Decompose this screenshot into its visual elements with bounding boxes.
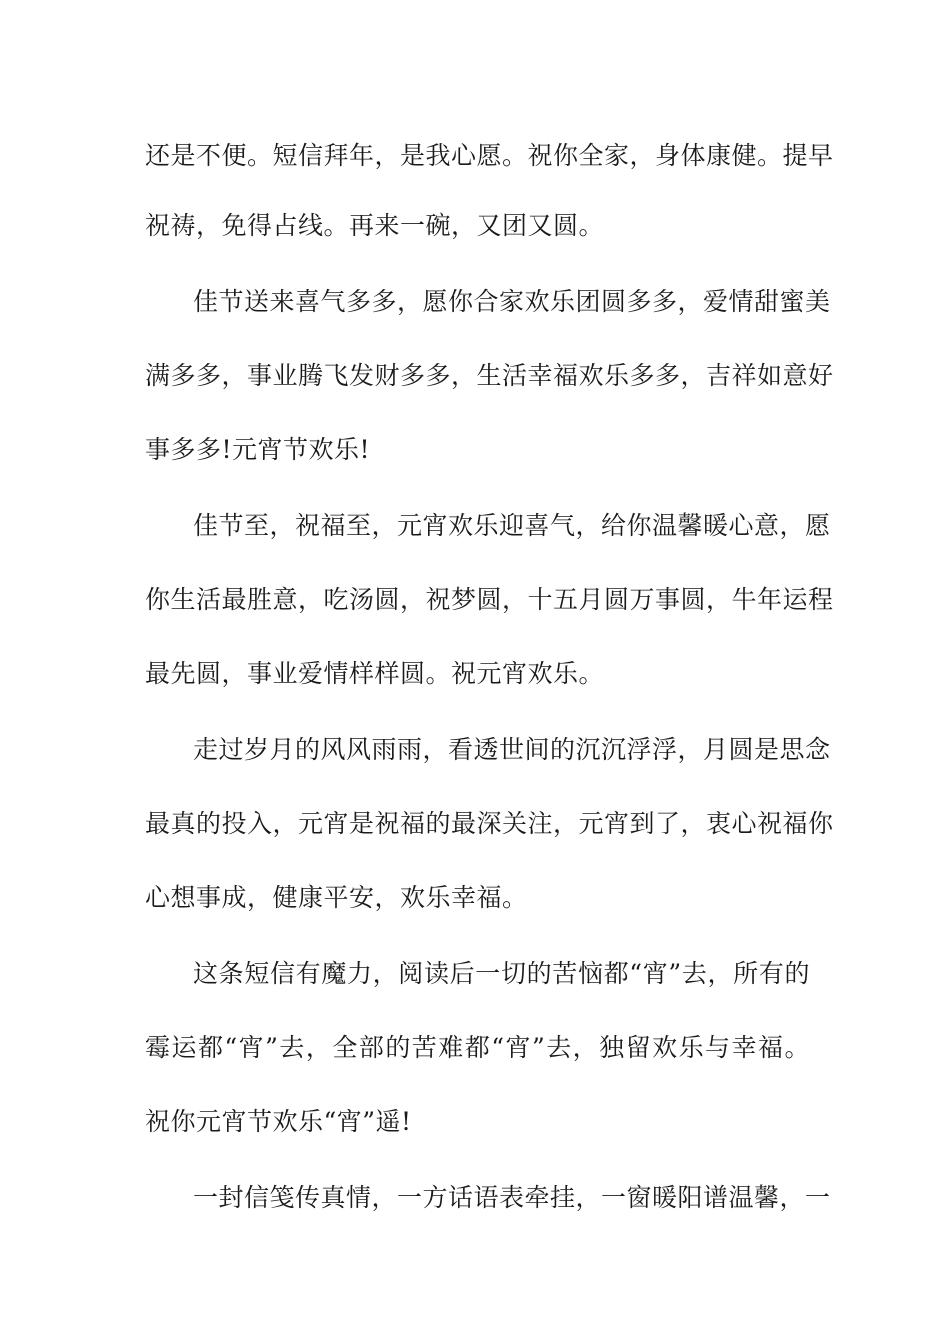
paragraph-first-line: 佳节至，祝福至，元宵欢乐迎喜气，给你温馨暖心意，愿 bbox=[193, 511, 831, 540]
paragraph-first-line: 佳节送来喜气多多，愿你合家欢乐团圆多多，爱情甜蜜美 bbox=[193, 287, 831, 316]
text-line: 最真的投入，元宵是祝福的最深关注，元宵到了，衷心祝福你 bbox=[145, 809, 834, 838]
text-line: 祝祷，免得占线。再来一碗，又团又圆。 bbox=[145, 211, 605, 240]
text-line: 事多多!元宵节欢乐! bbox=[145, 435, 371, 464]
paragraph-first-line: 走过岁月的风风雨雨，看透世间的沉沉浮浮，月圆是思念 bbox=[193, 735, 831, 764]
paragraph-first-line: 一封信笺传真情，一方话语表牵挂，一窗暖阳谱温馨，一 bbox=[193, 1183, 831, 1212]
text-line: 霉运都“宵”去，全部的苦难都“宵”去，独留欢乐与幸福。 bbox=[145, 1033, 810, 1062]
text-line: 最先圆，事业爱情样样圆。祝元宵欢乐。 bbox=[145, 659, 605, 688]
text-line: 还是不便。短信拜年，是我心愿。祝你全家，身体康健。提早 bbox=[145, 141, 834, 170]
text-line: 祝你元宵节欢乐“宵”遥! bbox=[145, 1107, 412, 1136]
text-line: 心想事成，健康平安，欢乐幸福。 bbox=[145, 883, 528, 912]
text-line: 满多多，事业腾飞发财多多，生活幸福欢乐多多，吉祥如意好 bbox=[145, 361, 834, 390]
text-line: 你生活最胜意，吃汤圆，祝梦圆，十五月圆万事圆，牛年运程 bbox=[145, 585, 834, 614]
paragraph-first-line: 这条短信有魔力，阅读后一切的苦恼都“宵”去，所有的 bbox=[193, 959, 810, 988]
